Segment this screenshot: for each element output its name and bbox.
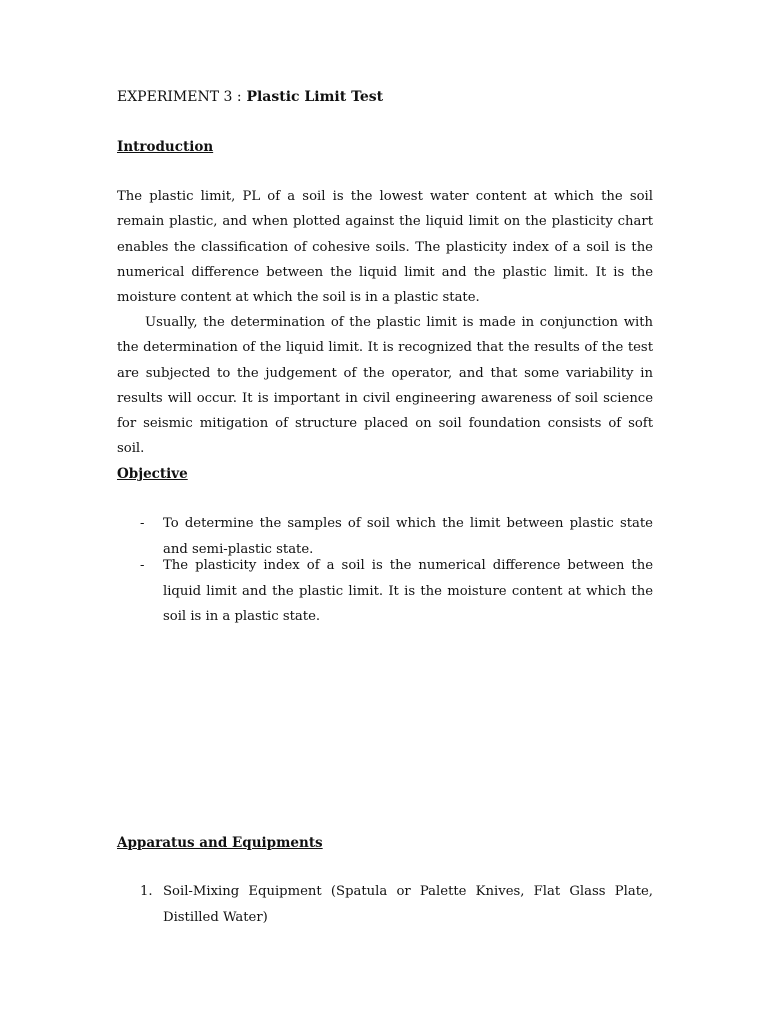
objective-item-text: To determine the samples of soil which the limit between plastic state and semi-plastic state. bbox=[163, 516, 653, 557]
bullet-marker: - bbox=[140, 516, 145, 531]
apparatus-list-item bbox=[140, 879, 653, 930]
document-title bbox=[117, 88, 383, 106]
objective-item-text: The plasticity index of a soil is the numerical difference between the liquid limit and the plastic limit. It is the moisture content at which the soil is in a plastic state. bbox=[163, 558, 653, 624]
apparatus-item-text: Soil-Mixing Equipment (Spatula or Palette Knives, Flat Glass Plate, Distilled Water) bbox=[163, 884, 653, 925]
introduction-heading: Introduction bbox=[117, 139, 214, 155]
number-marker: 1. bbox=[140, 884, 153, 899]
introduction-paragraph-1: The plastic limit, PL of a soil is the lowest water content at which the soil remain plastic, and when plotted against the liquid limit on the plasticity chart enables the classification of cohesive soils. The plasticity index of a soil is the numerical difference between the liquid limit and the plastic limit. It is the moisture content at which the soil is in a plastic state. bbox=[117, 189, 653, 306]
objective-list-item bbox=[140, 553, 653, 630]
objective-heading: Objective bbox=[117, 466, 188, 482]
bullet-marker: - bbox=[140, 558, 145, 573]
document-title-text: EXPERIMENT 3 : Plastic Limit Test bbox=[117, 89, 384, 105]
introduction-paragraph-2: Usually, the determination of the plastic limit is made in conjunction with the determination of the liquid limit. It is recognized that the results of the test are subjected to the judgement of the operator, and that some variability in results will occur. It is important in civil engineering awareness of soil science for seismic mitigation of structure placed on soil foundation consists of soft soil. bbox=[117, 315, 653, 457]
apparatus-heading: Apparatus and Equipments bbox=[117, 835, 323, 851]
